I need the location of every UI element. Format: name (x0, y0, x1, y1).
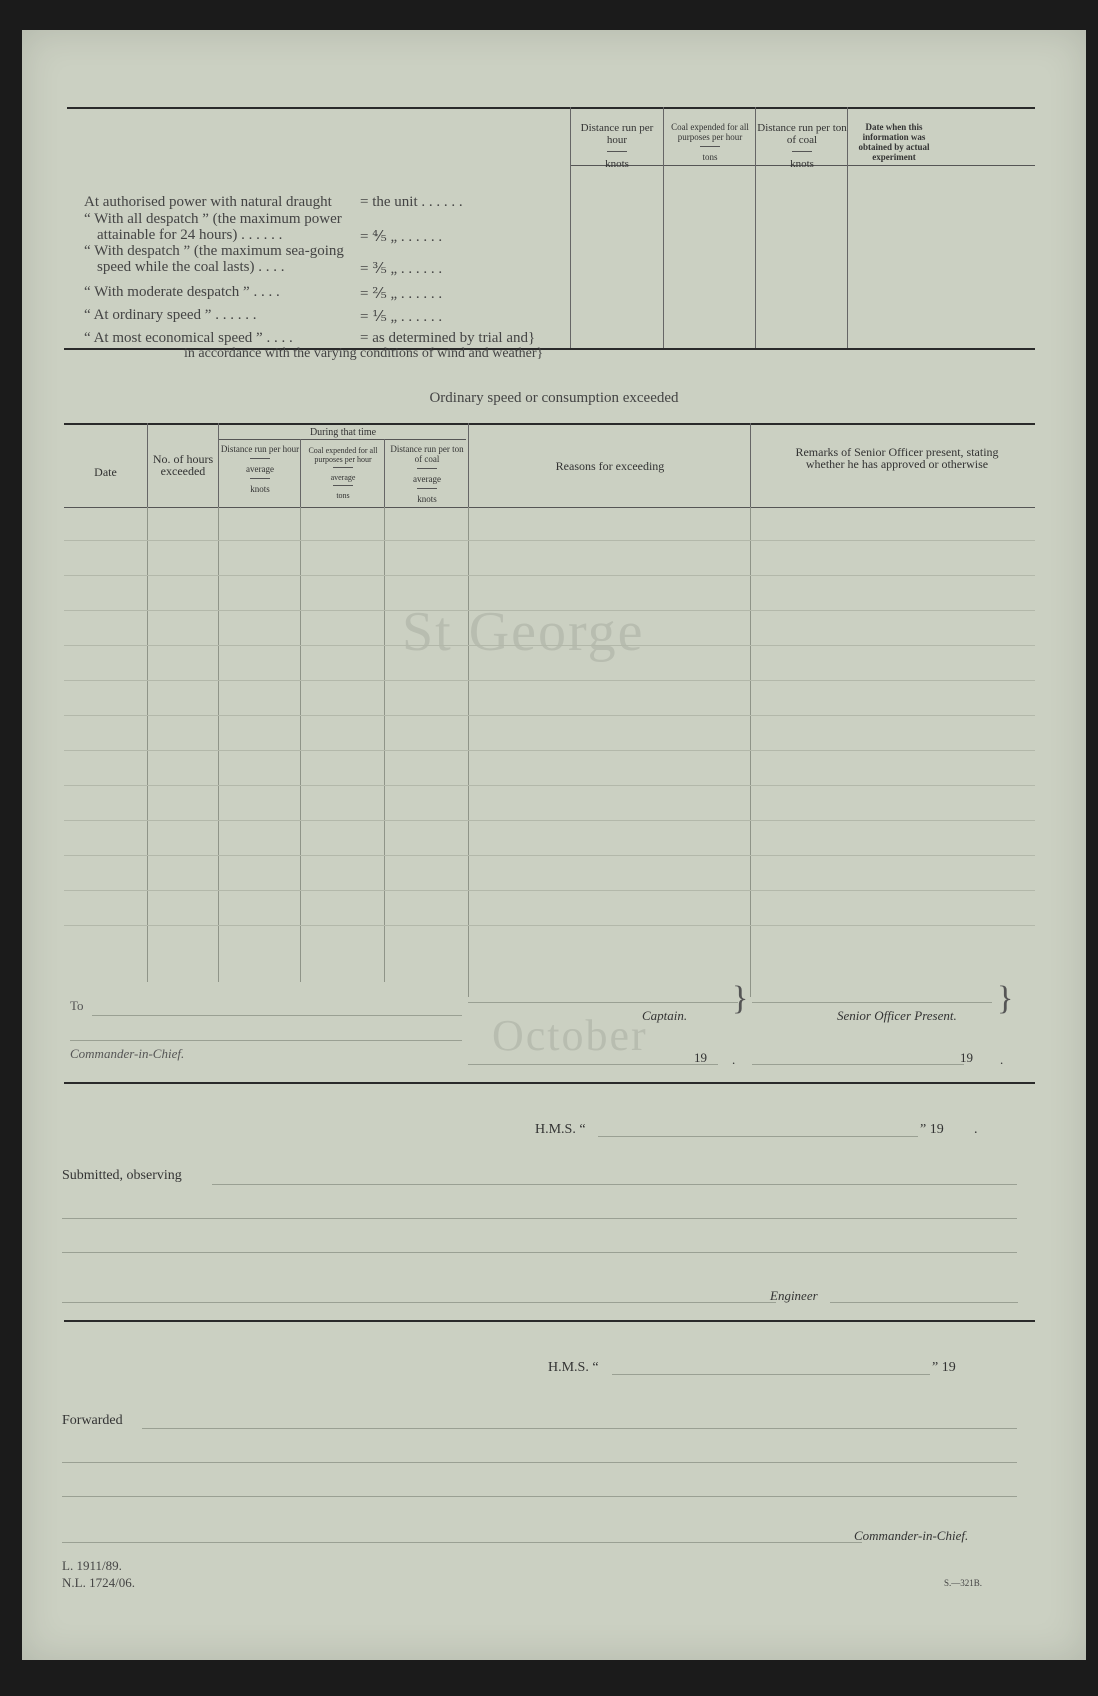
header-average: average (246, 464, 274, 474)
engineer-line[interactable] (830, 1302, 1018, 1303)
submitted-line[interactable] (212, 1184, 1017, 1185)
ruled-line (64, 540, 1035, 541)
to-line (92, 1015, 462, 1016)
header-label: Distance run per ton of coal (390, 444, 464, 464)
form-number: S.—321B. (944, 1578, 983, 1588)
header-unit: knots (790, 158, 814, 170)
reference-l: L. 1911/89. (62, 1558, 122, 1573)
watermark-month: October (492, 1011, 648, 1060)
hms-close: ” 19 (920, 1122, 944, 1137)
top-rule (67, 107, 1035, 109)
captain-line (468, 1002, 738, 1003)
senior-line (752, 1002, 992, 1003)
col-divider (300, 439, 301, 507)
col-divider (384, 439, 385, 507)
col-divider (147, 507, 148, 982)
header-label: Coal expended for all purposes per hour (671, 122, 749, 142)
reference-nl: N.L. 1724/06. (62, 1575, 135, 1590)
hms-label: H.M.S. “ (548, 1360, 599, 1375)
header-label: Distance run per hour (220, 444, 300, 454)
header-unit: knots (250, 484, 270, 494)
col-divider (750, 507, 751, 997)
header-distance-per-ton (386, 444, 468, 504)
date-line (468, 1064, 718, 1065)
col-divider (384, 507, 385, 982)
row-moderate-despatch: “ With moderate despatch ” . . . . (84, 284, 280, 300)
row-economical-speed: “ At most economical speed ” . . . . (84, 330, 293, 346)
row-authorised-power: At authorised power with natural draught (84, 194, 332, 210)
year-label: 19 (960, 1050, 973, 1065)
ruled-line (64, 645, 1035, 646)
forwarded-line[interactable] (62, 1542, 862, 1543)
col-divider (468, 507, 469, 997)
header-average: average (413, 474, 441, 484)
header-unit: tons (336, 491, 350, 500)
section-title: Ordinary speed or consumption exceeded (429, 390, 679, 406)
row-ordinary-speed: “ At ordinary speed ” . . . . . . (84, 307, 257, 323)
row-value: conditions of wind and weather} (360, 346, 544, 361)
header-date-experiment (850, 122, 938, 162)
row-value: = ⅘ „ . . . . . . (360, 229, 443, 245)
col-divider (218, 507, 219, 982)
ruled-line (64, 680, 1035, 681)
hms-label: H.M.S. “ (535, 1122, 586, 1137)
header-unit: knots (605, 158, 629, 170)
header-unit: tons (702, 152, 718, 162)
row-value: = ⅗ „ . . . . . . (360, 261, 443, 277)
forwarded-line[interactable] (142, 1428, 1017, 1429)
lower-table-header-rule (64, 507, 1035, 508)
forwarded-label: Forwarded (62, 1413, 123, 1428)
brace: } (732, 980, 749, 1017)
forwarded-line[interactable] (62, 1496, 1017, 1497)
col-divider (300, 507, 301, 982)
ruled-line (64, 890, 1035, 891)
col-divider (663, 107, 664, 348)
ruled-line (64, 575, 1035, 576)
header-hours-exceeded: No. of hours exceeded (152, 452, 214, 478)
section-divider (64, 1082, 1035, 1084)
dot: . (974, 1122, 978, 1137)
header-distance-per-hour (572, 122, 662, 170)
ruled-line (64, 785, 1035, 786)
ruled-line (64, 610, 1035, 611)
row-all-despatch: “ With all despatch ” (the maximum power (84, 211, 342, 227)
ruled-line (64, 855, 1035, 856)
header-distance-per-hour (220, 444, 300, 494)
captain-label: Captain. (642, 1008, 688, 1023)
header-average: average (330, 473, 356, 482)
to-label: To (70, 998, 84, 1013)
ruled-line (64, 715, 1035, 716)
submitted-label: Submitted, observing (62, 1168, 182, 1183)
year-label: 19 (694, 1050, 707, 1065)
section-divider (64, 1320, 1035, 1322)
col-divider (570, 107, 571, 348)
senior-officer-label: Senior Officer Present. (837, 1008, 957, 1023)
header-during: During that time (309, 427, 377, 438)
to-line (70, 1040, 462, 1041)
row-value: = ⅖ „ . . . . . . (360, 286, 443, 302)
submitted-line[interactable] (62, 1302, 776, 1303)
watermark-ship: St George (402, 601, 645, 663)
dot: . (732, 1052, 736, 1067)
hms-close: ” 19 (932, 1360, 956, 1375)
ship-name-field[interactable] (598, 1136, 918, 1137)
header-label: Distance run per hour (580, 122, 654, 146)
forwarded-line[interactable] (62, 1462, 1017, 1463)
submitted-line[interactable] (62, 1218, 1017, 1219)
brace: } (997, 980, 1014, 1017)
header-distance-per-ton (757, 122, 847, 170)
cinc-label: Commander-in-Chief. (854, 1528, 969, 1543)
header-label: Date when this information was obtained by actual experiment (858, 122, 930, 162)
engineer-label: Engineer (770, 1288, 818, 1303)
header-label: Coal expended for all purposes per hour (308, 446, 378, 464)
during-rule (218, 439, 466, 440)
lower-table-top-rule (64, 423, 1035, 425)
col-divider (755, 107, 756, 348)
cinc-label: Commander-in-Chief. (70, 1046, 185, 1061)
col-divider (468, 423, 469, 507)
form-page (22, 30, 1086, 1660)
col-divider (218, 423, 219, 507)
submitted-line[interactable] (62, 1252, 1017, 1253)
row-all-despatch-cont: attainable for 24 hours) . . . . . . (97, 227, 283, 243)
header-remarks: Remarks of Senior Officer present, stating whether he has approved or otherwise (795, 445, 999, 471)
col-divider (750, 423, 751, 507)
header-reasons: Reasons for exceeding (555, 459, 665, 473)
row-despatch-cont: speed while the coal lasts) . . . . (97, 259, 285, 275)
row-value: = the unit . . . . . . (360, 194, 463, 210)
row-economical-cont: in accordance with the varying (184, 346, 357, 361)
ruled-line (64, 820, 1035, 821)
ruled-line (64, 750, 1035, 751)
date-line (752, 1064, 964, 1065)
ruled-line (64, 925, 1035, 926)
header-label: Distance run per ton of coal (757, 122, 847, 146)
ship-name-field[interactable] (612, 1374, 930, 1375)
header-unit: knots (417, 494, 437, 504)
col-divider (847, 107, 848, 348)
dot: . (1000, 1052, 1004, 1067)
header-coal-per-hour (302, 446, 384, 500)
header-coal-per-hour (666, 122, 754, 162)
row-despatch: “ With despatch ” (the maximum sea-going (84, 243, 344, 259)
col-divider (147, 423, 148, 507)
row-value: = as determined by trial and} (360, 330, 536, 346)
row-value: = ⅕ „ . . . . . . (360, 309, 443, 325)
header-date: Date (94, 465, 117, 479)
